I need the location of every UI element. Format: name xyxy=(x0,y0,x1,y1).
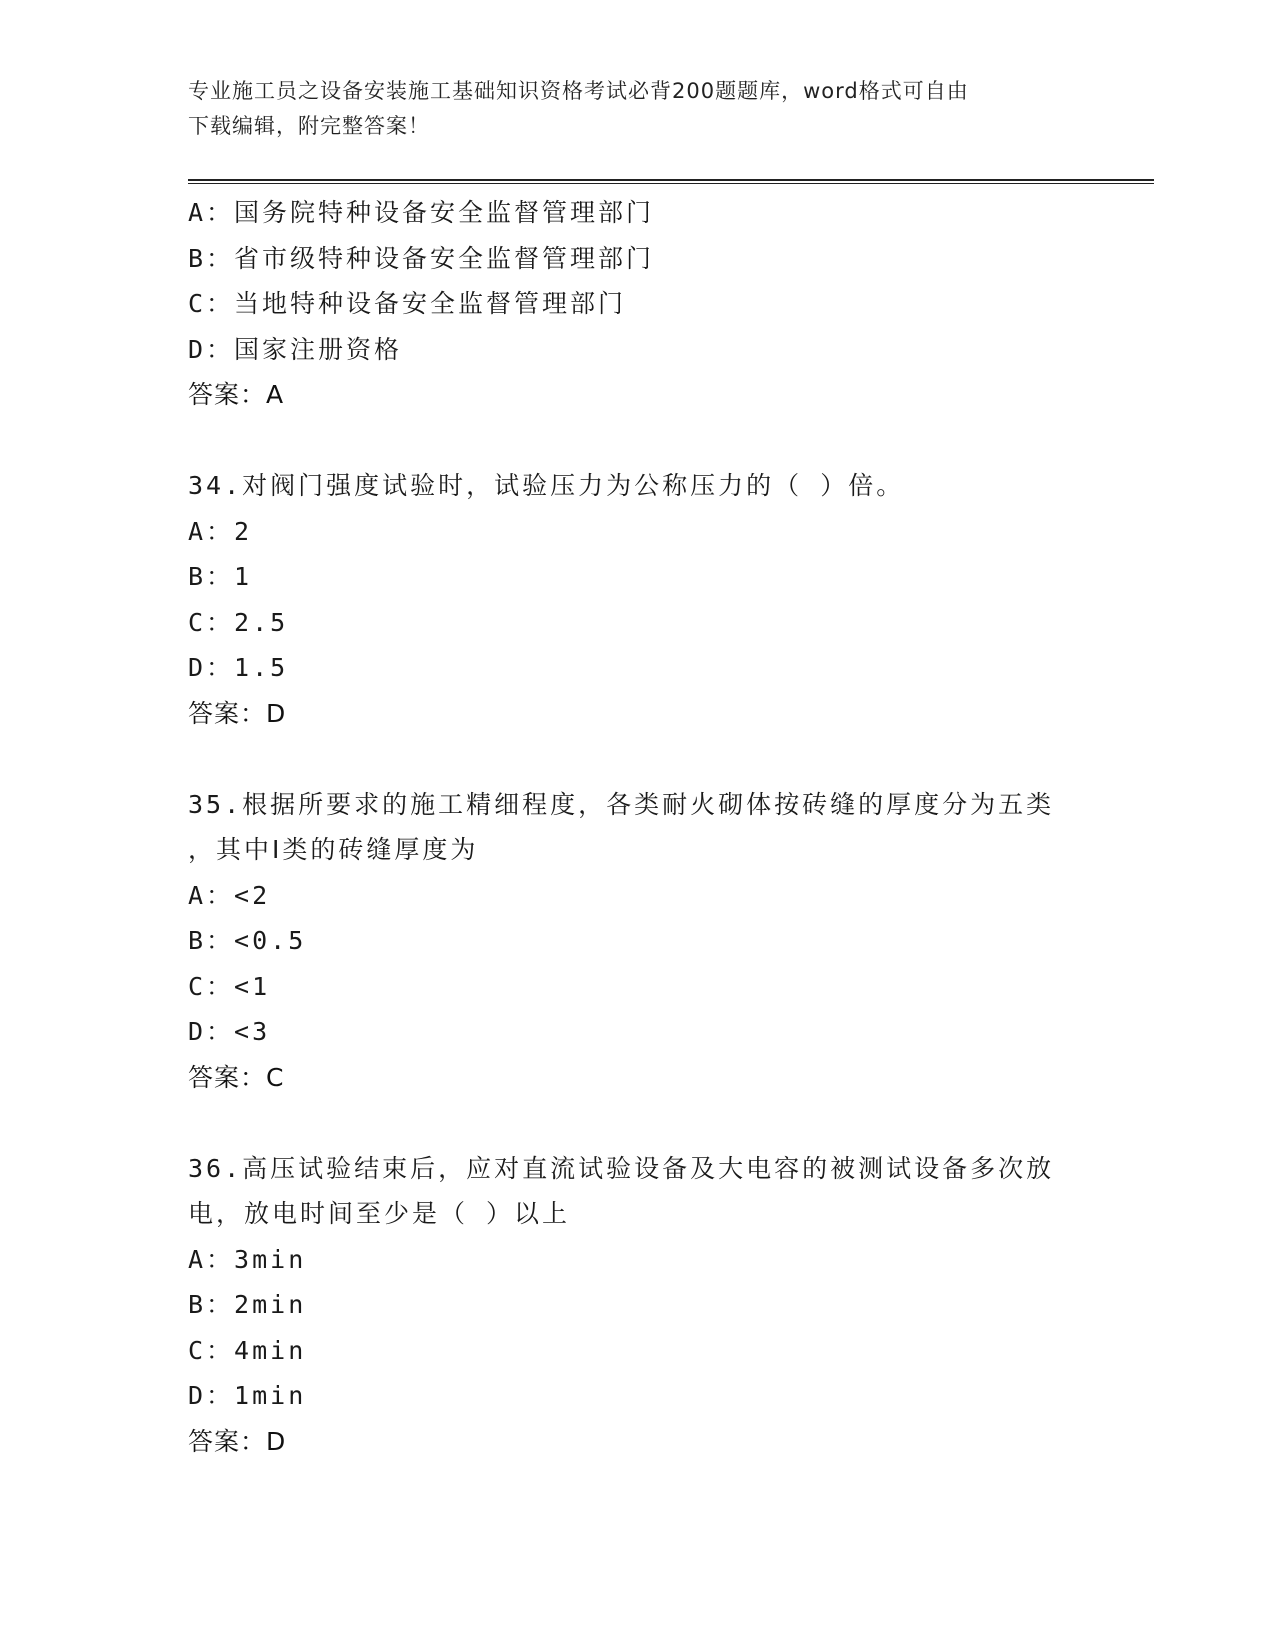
option-a: A：2 xyxy=(188,516,253,546)
answer-line: 答案：A xyxy=(188,380,285,409)
question-35 xyxy=(188,782,1088,1101)
document-header xyxy=(188,74,1088,144)
header-line-2: 下载编辑，附完整答案！ xyxy=(188,114,430,138)
answer-line: 答案：D xyxy=(188,1426,287,1456)
question-stem-line-2: ，其中Ⅰ类的砖缝厚度为 xyxy=(188,835,479,864)
question-list xyxy=(188,190,1088,1464)
option-c: C：<1 xyxy=(188,971,271,1001)
option-c: C：2.5 xyxy=(188,607,289,637)
option-d: D：<3 xyxy=(188,1017,271,1046)
option-c: C：当地特种设备安全监督管理部门 xyxy=(188,289,627,318)
question-stem-line-1: 36.高压试验结束后，应对直流试验设备及大电容的被测试设备多次放 xyxy=(188,1153,1055,1183)
option-a: A：3min xyxy=(188,1244,307,1274)
option-b: B：1 xyxy=(188,562,253,591)
spacer xyxy=(188,1100,1088,1146)
option-b: B：2min xyxy=(188,1290,307,1319)
question-stem-line-1: 35.根据所要求的施工精细程度，各类耐火砌体按砖缝的厚度分为五类 xyxy=(188,789,1055,819)
answer-line: 答案：C xyxy=(188,1062,285,1092)
question-33 xyxy=(188,190,1088,418)
question-stem-line-2: 电，放电时间至少是（ ）以上 xyxy=(188,1199,571,1228)
option-b: B：<0.5 xyxy=(188,926,307,955)
option-c: C：4min xyxy=(188,1335,307,1365)
option-a: A：<2 xyxy=(188,880,271,910)
option-a: A：国务院特种设备安全监督管理部门 xyxy=(188,198,655,227)
spacer xyxy=(188,418,1088,464)
option-d: D：国家注册资格 xyxy=(188,334,403,364)
answer-line: 答案：D xyxy=(188,698,287,728)
question-36 xyxy=(188,1146,1088,1465)
question-34 xyxy=(188,463,1088,736)
header-line-1: 专业施工员之设备安装施工基础知识资格考试必背200题题库，word格式可自由 xyxy=(188,79,969,103)
header-divider xyxy=(188,179,1154,184)
option-d: D：1min xyxy=(188,1381,307,1410)
spacer xyxy=(188,736,1088,782)
option-b: B：省市级特种设备安全监督管理部门 xyxy=(188,243,655,273)
option-d: D：1.5 xyxy=(188,653,289,682)
question-stem: 34.对阀门强度试验时，试验压力为公称压力的（ ）倍。 xyxy=(188,471,905,500)
